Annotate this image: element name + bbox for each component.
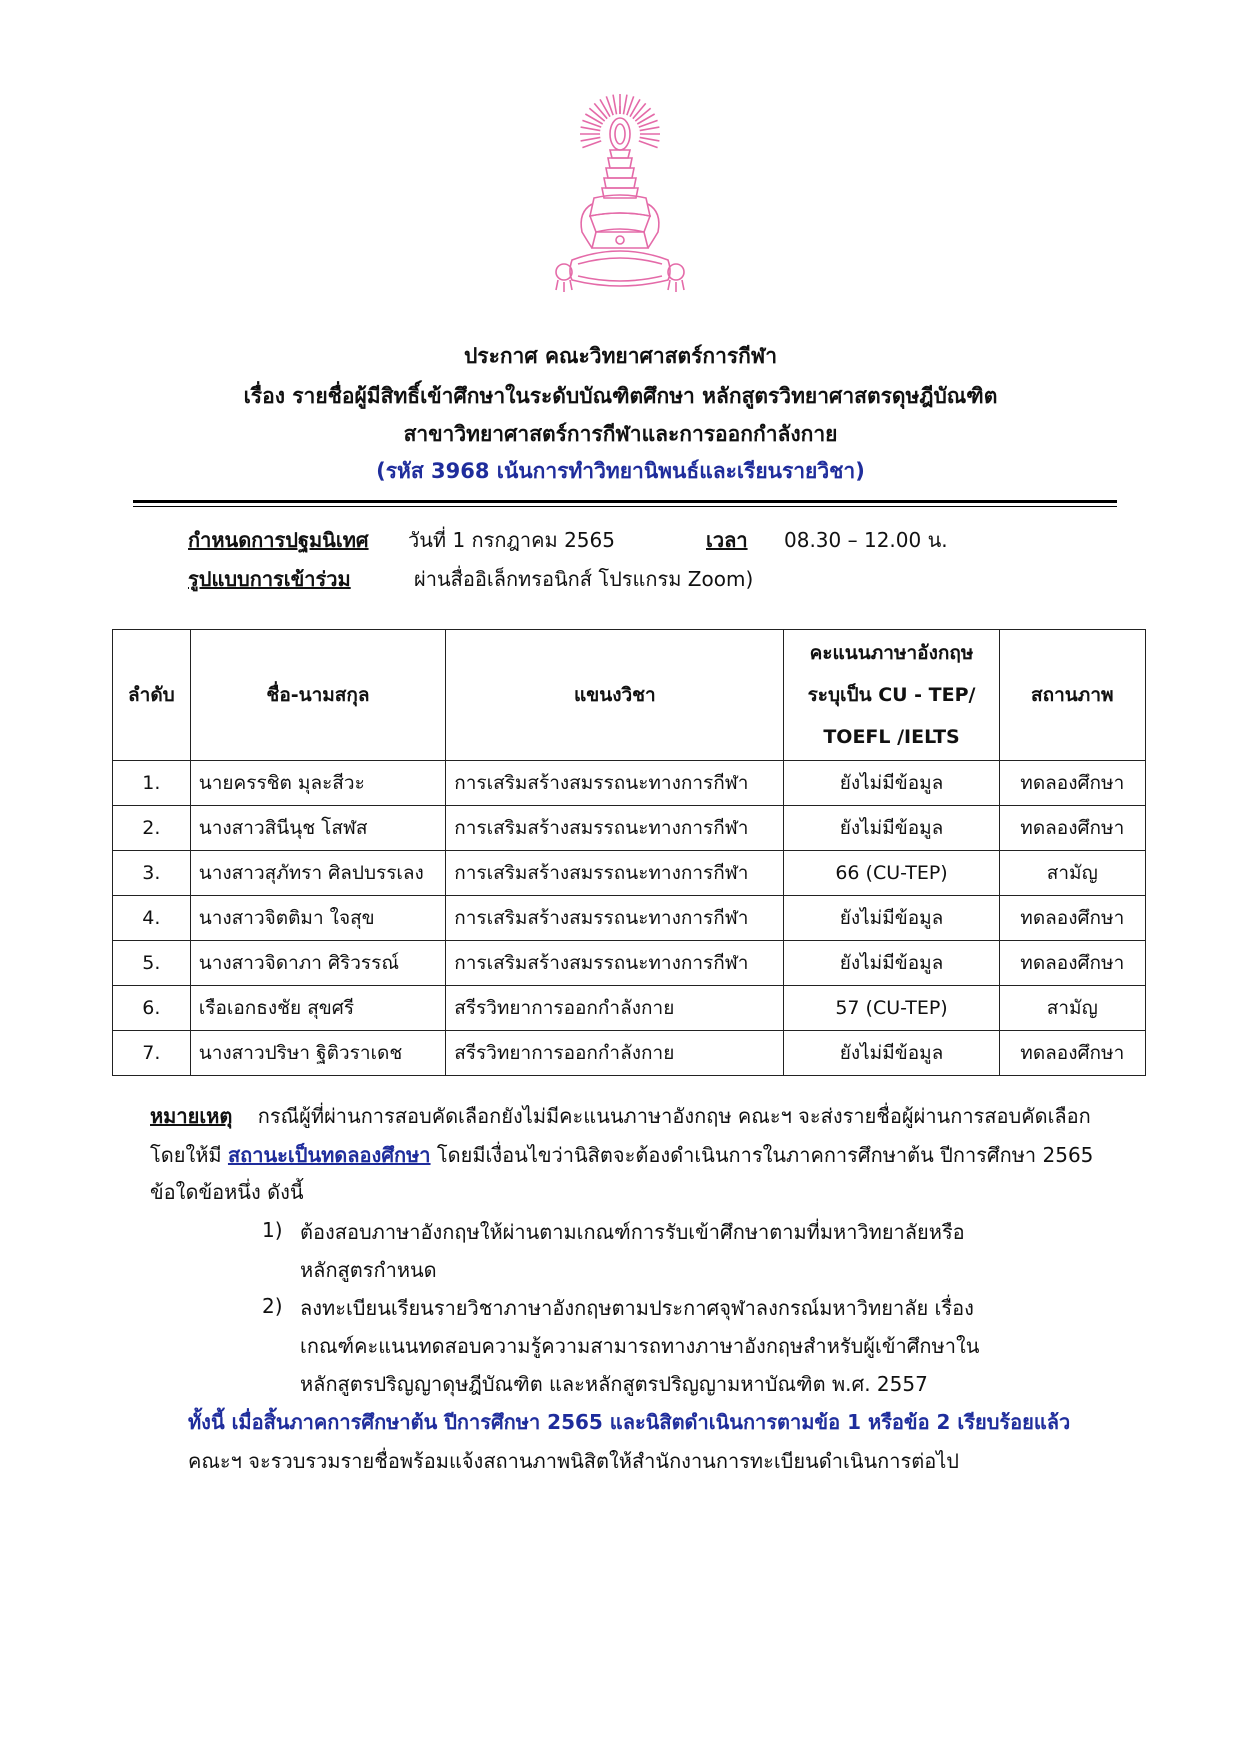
row-major: การเสริมสร้างสมรรถนะทางการกีฬา — [446, 941, 784, 986]
note-line3: ข้อใดข้อหนึ่ง ดังนี้ — [150, 1180, 304, 1204]
row-major: การเสริมสร้างสมรรถนะทางการกีฬา — [446, 896, 784, 941]
row-status: ทดลองศึกษา — [999, 896, 1145, 941]
row-status: ทดลองศึกษา — [999, 1031, 1145, 1076]
row-name: นางสาวจิดาภา ศิริวรรณ์ — [190, 941, 445, 986]
orientation-date: วันที่ 1 กรกฎาคม 2565 — [408, 528, 615, 552]
program-code: (รหัส 3968 เน้นการทำวิทยานิพนธ์และเรียนรายวิชา) — [376, 459, 865, 483]
time-label: เวลา — [706, 528, 748, 552]
row-score: ยังไม่มีข้อมูล — [784, 1031, 999, 1076]
row-status: ทดลองศึกษา — [999, 806, 1145, 851]
row-major: สรีรวิทยาการออกกำลังกาย — [446, 986, 784, 1031]
orientation-label: กำหนดการปฐมนิเทศ — [188, 528, 369, 552]
header-major: แขนงวิชา — [446, 630, 784, 761]
row-major: การเสริมสร้างสมรรถนะทางการกีฬา — [446, 806, 784, 851]
row-no: 1. — [113, 761, 191, 806]
row-major: สรีรวิทยาการออกกำลังกาย — [446, 1031, 784, 1076]
row-no: 6. — [113, 986, 191, 1031]
row-name: นางสาวปริษา ฐิติวราเดช — [190, 1031, 445, 1076]
row-major: การเสริมสร้างสมรรถนะทางการกีฬา — [446, 851, 784, 896]
row-no: 5. — [113, 941, 191, 986]
table-header-row — [113, 630, 1146, 761]
row-score: 66 (CU-TEP) — [784, 851, 999, 896]
table-row — [113, 896, 1146, 941]
row-name: นางสาวสุภัทรา ศิลปบรรเลง — [190, 851, 445, 896]
row-name: นายครรชิต มุละสีวะ — [190, 761, 445, 806]
table-row — [113, 806, 1146, 851]
row-status: สามัญ — [999, 986, 1145, 1031]
note-label: หมายเหตุ — [150, 1104, 233, 1128]
item-1-line1: ต้องสอบภาษาอังกฤษให้ผ่านตามเกณฑ์การรับเข้าศึกษาตามที่มหาวิทยาลัยหรือ — [300, 1220, 965, 1244]
row-score: ยังไม่มีข้อมูล — [784, 761, 999, 806]
trial-status-link[interactable]: สถานะเป็นทดลองศึกษา — [227, 1143, 431, 1167]
row-no: 7. — [113, 1031, 191, 1076]
row-status: สามัญ — [999, 851, 1145, 896]
table-row — [113, 761, 1146, 806]
announcement-title: ประกาศ คณะวิทยาศาสตร์การกีฬา — [463, 344, 778, 368]
header-score-line3: TOEFL /IELTS — [823, 726, 960, 748]
note-text-2-pre: โดยให้มี — [150, 1143, 228, 1167]
header-no: ลำดับ — [113, 630, 191, 761]
item-2-line2: เกณฑ์คะแนนทดสอบความรู้ความสามารถทางภาษาอังกฤษสำหรับผู้เข้าศึกษาใน — [300, 1334, 980, 1358]
row-major: การเสริมสร้างสมรรถนะทางการกีฬา — [446, 761, 784, 806]
row-no: 4. — [113, 896, 191, 941]
row-score: ยังไม่มีข้อมูล — [784, 941, 999, 986]
header-name: ชื่อ-นามสกุล — [190, 630, 445, 761]
row-score: ยังไม่มีข้อมูล — [784, 896, 999, 941]
note-line2 — [150, 1141, 1093, 1169]
row-status: ทดลองศึกษา — [999, 761, 1145, 806]
row-no: 2. — [113, 806, 191, 851]
row-name: เรือเอกธงชัย สุขศรี — [190, 986, 445, 1031]
header-score-line2: ระบุเป็น CU - TEP/ — [807, 684, 976, 706]
format-value: ผ่านสื่ออิเล็กทรอนิกส์ โปรแกรม Zoom) — [414, 567, 754, 591]
university-emblem-icon — [548, 92, 693, 302]
header-divider-thin — [133, 506, 1117, 507]
note-text-2-post: โดยมีเงื่อนไขว่านิสิตจะต้องดำเนินการในภาคการศึกษาต้น ปีการศึกษา 2565 — [430, 1143, 1094, 1167]
item-2-line1: ลงทะเบียนเรียนรายวิชาภาษาอังกฤษตามประกาศจุฬาลงกรณ์มหาวิทยาลัย เรื่อง — [300, 1296, 974, 1320]
header-status: สถานภาพ — [999, 630, 1145, 761]
row-score: ยังไม่มีข้อมูล — [784, 806, 999, 851]
row-name: นางสาวจิตติมา ใจสุข — [190, 896, 445, 941]
closing-line2: คณะฯ จะรวบรวมรายชื่อพร้อมแจ้งสถานภาพนิสิตให้สำนักงานการทะเบียนดำเนินการต่อไป — [188, 1449, 960, 1473]
header-divider-thick — [133, 500, 1117, 503]
row-status: ทดลองศึกษา — [999, 941, 1145, 986]
item-1-line2: หลักสูตรกำหนด — [300, 1258, 437, 1282]
row-score: 57 (CU-TEP) — [784, 986, 999, 1031]
table-row — [113, 941, 1146, 986]
note-line1 — [150, 1102, 1091, 1130]
closing-bold: ทั้งนี้ เมื่อสิ้นภาคการศึกษาต้น ปีการศึกษา 2565 และนิสิตดำเนินการตามข้อ 1 หรือข้อ 2 เรียบร้อยแล้ว — [188, 1410, 1071, 1434]
table-row — [113, 851, 1146, 896]
table-row — [113, 986, 1146, 1031]
format-label: รูปแบบการเข้าร่วม — [188, 567, 351, 591]
item-2-line3: หลักสูตรปริญญาดุษฎีบัณฑิต และหลักสูตรปริญญามหาบัณฑิต พ.ศ. 2557 — [300, 1372, 928, 1396]
admission-list-table — [112, 629, 1146, 1076]
row-no: 3. — [113, 851, 191, 896]
announcement-subject: เรื่อง รายชื่อผู้มีสิทธิ์เข้าศึกษาในระดับบัณฑิตศึกษา หลักสูตรวิทยาศาสตรดุษฎีบัณฑิต — [243, 384, 998, 408]
program-field: สาขาวิทยาศาสตร์การกีฬาและการออกกำลังกาย — [403, 422, 838, 446]
note-text-1: กรณีผู้ที่ผ่านการสอบคัดเลือกยังไม่มีคะแนนภาษาอังกฤษ คณะฯ จะส่งรายชื่อผู้ผ่านการสอบคัดเลือก — [257, 1104, 1091, 1128]
time-value: 08.30 – 12.00 น. — [784, 528, 948, 552]
header-score-line1: คะแนนภาษาอังกฤษ — [809, 642, 974, 664]
table-row — [113, 1031, 1146, 1076]
item-1-number: 1) — [262, 1218, 283, 1242]
header-score — [784, 630, 999, 761]
item-2-number: 2) — [262, 1294, 283, 1318]
row-name: นางสาวสินีนุช โสฬส — [190, 806, 445, 851]
